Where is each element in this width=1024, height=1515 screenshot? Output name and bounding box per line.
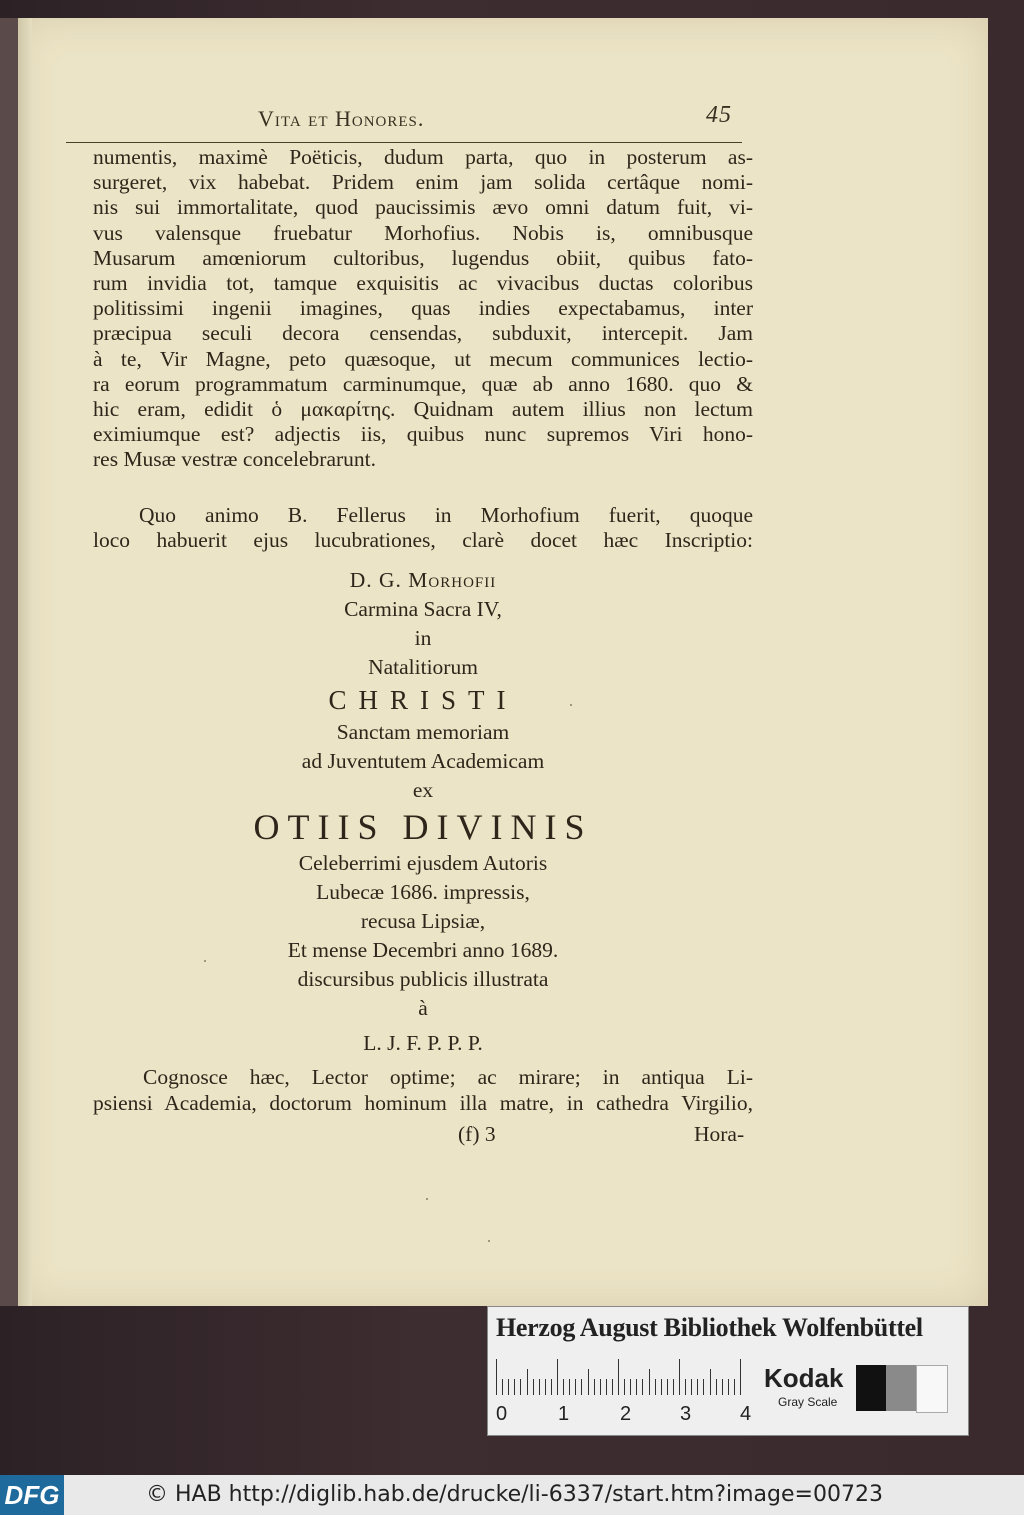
- ruler-tick: [679, 1359, 680, 1395]
- ruler-number: 3: [680, 1403, 692, 1425]
- inscription-line: ex: [412, 778, 434, 802]
- ruler-tick: [691, 1379, 692, 1395]
- text-line: loco habuerit ejus lucubrationes, clarè docet hæc Inscriptio:: [93, 528, 753, 553]
- text-line: vus valensque fruebatur Morhofius. Nobis is, omnibusque: [93, 220, 753, 245]
- text-line: surgeret, vix habebat. Pridem enim jam solida certâque nomi-: [93, 170, 753, 195]
- swatch-white: [916, 1365, 948, 1413]
- text-line: nis sui immortalitate, quod paucissimis ævo omni datum fuit, vi-: [93, 195, 753, 220]
- ruler-tick: [581, 1379, 582, 1395]
- inscription-line: recusa Lipsiæ,: [360, 909, 486, 933]
- text-line: Cognosce hæc, Lector optime; ac mirare; in antiqua Li-: [143, 1065, 753, 1089]
- ruler-tick: [685, 1379, 686, 1395]
- book-page: [18, 18, 988, 1306]
- inscription-line: D. G. Morhofii: [349, 568, 497, 592]
- inscription-line: Sanctam memoriam: [336, 720, 510, 744]
- ruler-number: 2: [620, 1403, 632, 1425]
- text-line: res Musæ vestræ concelebrarunt.: [93, 447, 377, 472]
- paragraph-2: [93, 503, 753, 553]
- ruler-tick: [630, 1379, 631, 1395]
- inscription-line: in: [414, 626, 432, 650]
- ruler-tick: [539, 1379, 540, 1395]
- ruler-tick: [697, 1379, 698, 1395]
- ruler-tick: [514, 1379, 515, 1395]
- ruler-number: 1: [558, 1403, 570, 1425]
- ruler-tick: [716, 1379, 717, 1395]
- ruler-tick: [636, 1379, 637, 1395]
- ruler-tick: [545, 1379, 546, 1395]
- ruler-tick: [728, 1379, 729, 1395]
- text-line: Musarum amœniorum cultoribus, lugendus obiit, quibus fato-: [93, 245, 753, 270]
- ruler-tick: [533, 1379, 534, 1395]
- swatch-black: [856, 1365, 886, 1411]
- ruler-tick: [649, 1369, 650, 1395]
- inscription-line: L. J. F. P. P. P.: [363, 1031, 483, 1055]
- inscription-line: Et mense Decembri anno 1689.: [287, 938, 559, 962]
- ruler-tick: [710, 1369, 711, 1395]
- inscription-line: Celeberrimi ejusdem Autoris: [298, 851, 548, 875]
- ruler-tick: [588, 1369, 589, 1395]
- ruler-tick: [575, 1379, 576, 1395]
- ruler-tick: [673, 1379, 674, 1395]
- ruler-tick: [624, 1379, 625, 1395]
- ruler-tick: [661, 1379, 662, 1395]
- scale-ruler: [496, 1359, 751, 1395]
- inscription-line: Lubecæ 1686. impressis,: [316, 880, 530, 904]
- ruler-tick: [703, 1379, 704, 1395]
- page-gutter-shadow: [18, 18, 32, 1306]
- ruler-tick: [527, 1369, 528, 1395]
- inscription-line: à: [418, 996, 428, 1020]
- ruler-number: 4: [740, 1403, 752, 1425]
- text-line: eximiumque est? adjectis iis, quibus nunc supremos Viri hono-: [93, 422, 753, 447]
- ruler-tick: [563, 1379, 564, 1395]
- text-line: rum invidia tot, tamque exquisitis ac vivacibus ductas coloribus: [93, 271, 753, 296]
- page-number: 45: [706, 102, 732, 128]
- ruler-tick: [508, 1379, 509, 1395]
- running-head: [18, 102, 988, 138]
- ruler-tick: [667, 1379, 668, 1395]
- copyright-url: © HAB http://diglib.hab.de/drucke/li-6337/start.htm?image=00723: [146, 1482, 883, 1507]
- ruler-tick: [569, 1379, 570, 1395]
- ruler-number: 0: [496, 1403, 508, 1425]
- swatch-gray: [886, 1365, 916, 1411]
- ruler-tick: [502, 1379, 503, 1395]
- inscription-line: Natalitiorum: [368, 655, 478, 679]
- color-calibration-card: [487, 1306, 969, 1436]
- ruler-tick: [520, 1379, 521, 1395]
- inscription-line-christi: CHRISTI: [328, 685, 518, 715]
- paragraph-3: [93, 1064, 753, 1116]
- header-rule: [66, 142, 742, 143]
- ruler-tick: [740, 1359, 741, 1395]
- signature-mark: (f) 3: [458, 1122, 496, 1146]
- paragraph-1: [93, 145, 753, 473]
- catchword: Hora-: [694, 1122, 745, 1146]
- text-line: ra eorum programmatum carminumque, quæ ab anno 1680. quo &: [93, 371, 753, 396]
- inscription: [98, 566, 748, 1058]
- ruler-numbers: [496, 1403, 756, 1427]
- book-spine: [0, 18, 18, 1306]
- ruler-tick: [734, 1379, 735, 1395]
- ruler-tick: [612, 1379, 613, 1395]
- ruler-tick: [655, 1379, 656, 1395]
- inscription-line: ad Juventutem Academicam: [301, 749, 545, 773]
- gray-scale-label: Gray Scale: [778, 1395, 838, 1409]
- ruler-tick: [606, 1379, 607, 1395]
- inscription-line: discursibus publicis illustrata: [297, 967, 549, 991]
- text-line: politissimi ingenii imagines, quas indies expectabamus, inter: [93, 296, 753, 321]
- footer-bar: [0, 1475, 1024, 1515]
- ruler-tick: [642, 1379, 643, 1395]
- text-line: Quo animo B. Fellerus in Morhofium fuerit, quoque: [139, 503, 753, 527]
- ruler-tick: [600, 1379, 601, 1395]
- text-line: psiensi Academia, doctorum hominum illa matre, in cathedra Virgilio,: [93, 1091, 753, 1115]
- text-line: numentis, maximè Poëticis, dudum parta, quo in posterum as-: [93, 145, 753, 169]
- ruler-tick: [557, 1359, 558, 1395]
- inscription-line-otiis: OTIIS DIVINIS: [253, 807, 593, 847]
- ruler-tick: [722, 1379, 723, 1395]
- text-line: hic eram, edidit ὁ μακαρίτης. Quidnam autem illius non lectum: [93, 397, 753, 422]
- running-title: Vita et Honores.: [258, 106, 425, 131]
- text-line: à te, Vir Magne, peto quæsoque, ut mecum communices lectio-: [93, 346, 753, 371]
- dfg-logo: DFG: [0, 1475, 64, 1515]
- text-line: præcipua seculi decora censendas, subduxit, intercepit. Jam: [93, 321, 753, 346]
- ruler-tick: [594, 1379, 595, 1395]
- ruler-tick: [496, 1359, 497, 1395]
- kodak-logo: Kodak: [764, 1363, 844, 1393]
- inscription-line: Carmina Sacra IV,: [344, 597, 502, 621]
- ruler-tick: [551, 1379, 552, 1395]
- ruler-tick: [618, 1359, 619, 1395]
- library-name: Herzog August Bibliothek Wolfenbüttel: [496, 1313, 923, 1342]
